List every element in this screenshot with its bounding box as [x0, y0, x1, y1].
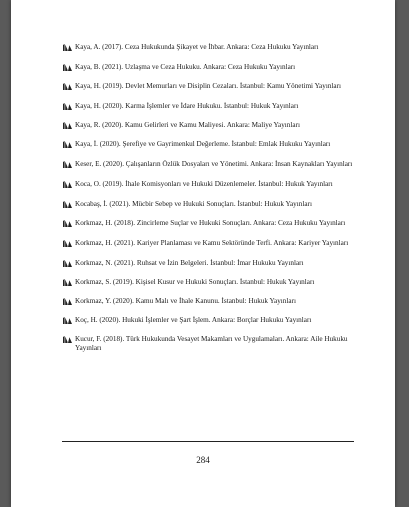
reference-entry [63, 297, 359, 316]
reference-text: Kaya, R. (2020). Kamu Gelirleri ve Kamu Maliyesi. Ankara: Maliye Yayınları [75, 121, 300, 129]
reference-entry [63, 200, 359, 219]
book-bullet-icon [63, 260, 72, 267]
book-bullet-icon [63, 298, 72, 305]
reference-text: Keser, E. (2020). Çalışanların Özlük Dosyaları ve Yönetimi. Ankara: İnsan Kaynakları Yayınları [75, 160, 353, 168]
reference-text: Korkmaz, N. (2021). Ruhsat ve İzin Belgeleri. İstanbul: İmar Hukuku Yayınları [75, 259, 304, 267]
reference-entry [63, 140, 359, 160]
reference-text: Kaya, A. (2017). Ceza Hukukunda Şikayet ve İhbar. Ankara: Ceza Hukuku Yayınları [75, 43, 319, 51]
book-bullet-icon [63, 220, 72, 227]
reference-entry [63, 335, 359, 355]
reference-entry [63, 82, 359, 102]
footer-rule [62, 441, 354, 442]
reference-entry [63, 278, 359, 297]
book-bullet-icon [63, 83, 72, 90]
reference-text: Kocabaş, İ. (2021). Mücbir Sebep ve Hukuki Sonuçları. İstanbul: Hukuk Yayınları [75, 200, 312, 208]
reference-entry [63, 219, 359, 239]
reference-entry [63, 102, 359, 121]
reference-entry [63, 121, 359, 140]
reference-entry [63, 63, 359, 82]
reference-text: Kaya, İ. (2020). Şerefiye ve Gayrimenkul Değerleme. İstanbul: Emlak Hukuku Yayınları [75, 140, 331, 148]
book-bullet-icon [63, 336, 72, 343]
reference-entry [63, 160, 359, 180]
page-number: 284 [196, 455, 210, 465]
reference-entry [63, 180, 359, 200]
reference-text: Korkmaz, S. (2019). Kişisel Kusur ve Hukuki Sonuçları. İstanbul: Hukuk Yayınları [75, 278, 315, 286]
reference-text: Kaya, H. (2019). Devlet Memurları ve Disiplin Cezaları. İstanbul: Kamu Yönetimi Yayınları [75, 82, 342, 90]
reference-entry [63, 316, 359, 335]
book-bullet-icon [63, 44, 72, 51]
book-bullet-icon [63, 317, 72, 324]
reference-text: Korkmaz, Y. (2020). Kamu Malı ve İhale Kanunu. İstanbul: Hukuk Yayınları [75, 297, 296, 305]
document-page [11, 0, 395, 507]
reference-text: Kaya, H. (2020). Karma İşlemler ve İdare Hukuku. İstanbul: Hukuk Yayınları [75, 102, 299, 110]
book-bullet-icon [63, 103, 72, 110]
reference-text: Koç, H. (2020). Hukuki İşlemler ve Şart İşlem. Ankara: Borçlar Hukuku Yayınları [75, 316, 312, 324]
book-bullet-icon [63, 181, 72, 188]
book-bullet-icon [63, 240, 72, 247]
reference-text: Korkmaz, H. (2018). Zincirleme Suçlar ve Hukuki Sonuçları. Ankara: Ceza Hukuku Yayınları [75, 219, 346, 227]
reference-list [63, 43, 359, 355]
book-bullet-icon [63, 122, 72, 129]
reference-entry [63, 43, 359, 63]
reference-text: Kucur, F. (2018). Türk Hukukunda Vesayet Makamları ve Uygulamaları. Ankara: Aile Hukuku Yayınları [75, 335, 348, 353]
book-bullet-icon [63, 141, 72, 148]
book-bullet-icon [63, 64, 72, 71]
reference-text: Korkmaz, H. (2021). Kariyer Planlaması ve Kamu Sektöründe Terfi. Ankara: Kariyer Yayınları [75, 239, 349, 247]
reference-text: Kaya, B. (2021). Uzlaşma ve Ceza Hukuku. Ankara: Ceza Hukuku Yayınları [75, 63, 296, 71]
book-bullet-icon [63, 161, 72, 168]
reference-text: Koca, O. (2019). İhale Komisyonları ve Hukuki Düzenlemeler. İstanbul: Hukuk Yayınları [75, 180, 333, 188]
book-bullet-icon [63, 201, 72, 208]
reference-entry [63, 239, 359, 259]
reference-entry [63, 259, 359, 278]
book-bullet-icon [63, 279, 72, 286]
